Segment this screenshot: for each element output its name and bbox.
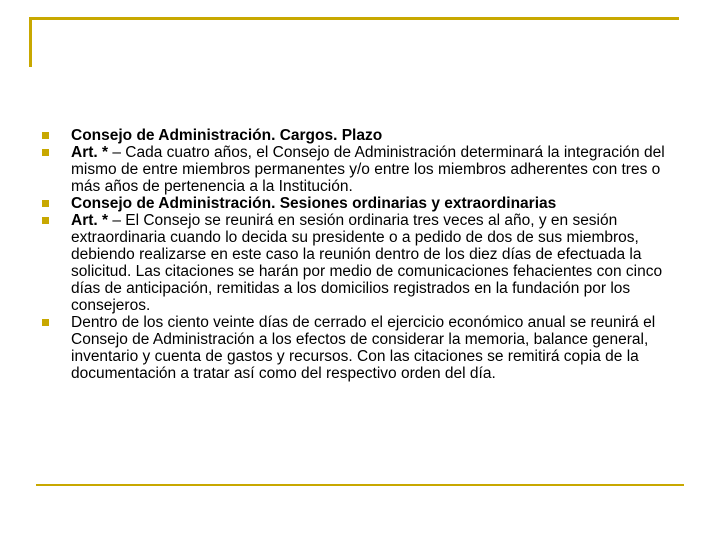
- item-text: Dentro de los ciento veinte días de cerrado el ejercicio económico anual se reunirá el Consejo de Administración a los efectos de considerar la memoria, balance general, inventario y cuenta de gastos y recursos. Con las citaciones se remitirá copia de la documentación a tratar así como del respectivo orden del día.: [71, 314, 656, 382]
- item-heading: Consejo de Administración. Cargos. Plazo: [71, 127, 383, 144]
- square-bullet-icon: [42, 200, 49, 207]
- item-text: – Cada cuatro años, el Consejo de Administración determinará la integración del mismo de entre miembros permanentes y/o entre los miembros adherentes con tres o más años de pertenencia a la Institución.: [71, 144, 665, 195]
- square-bullet-icon: [42, 132, 49, 139]
- item-text: – El Consejo se reunirá en sesión ordinaria tres veces al año, y en sesión extraordinaria cuando lo decida su presidente o a pedido de dos de sus miembros, debiendo realizarse en este caso la reunión dentro de los diez días de efectuada la solicitud. Las citaciones se harán por medio de comunicaciones fehacientes con cinco días de anticipación, remitidas a los domicilios registrados en la fundación por los consejeros.: [71, 212, 663, 314]
- list-item: [41, 127, 681, 144]
- square-bullet-icon: [42, 217, 49, 224]
- list-item: [41, 195, 681, 212]
- list-item: [41, 212, 681, 314]
- square-bullet-icon: [42, 319, 49, 326]
- bullet-list: [41, 127, 681, 382]
- frame-top-line: [29, 17, 679, 20]
- item-heading: Art. *: [71, 212, 109, 229]
- list-item: [41, 144, 681, 195]
- frame-bottom-line: [36, 484, 684, 486]
- frame-left-line: [29, 17, 32, 67]
- list-item: [41, 314, 681, 382]
- item-heading: Consejo de Administración. Sesiones ordinarias y extraordinarias: [71, 195, 557, 212]
- square-bullet-icon: [42, 149, 49, 156]
- item-heading: Art. *: [71, 144, 109, 161]
